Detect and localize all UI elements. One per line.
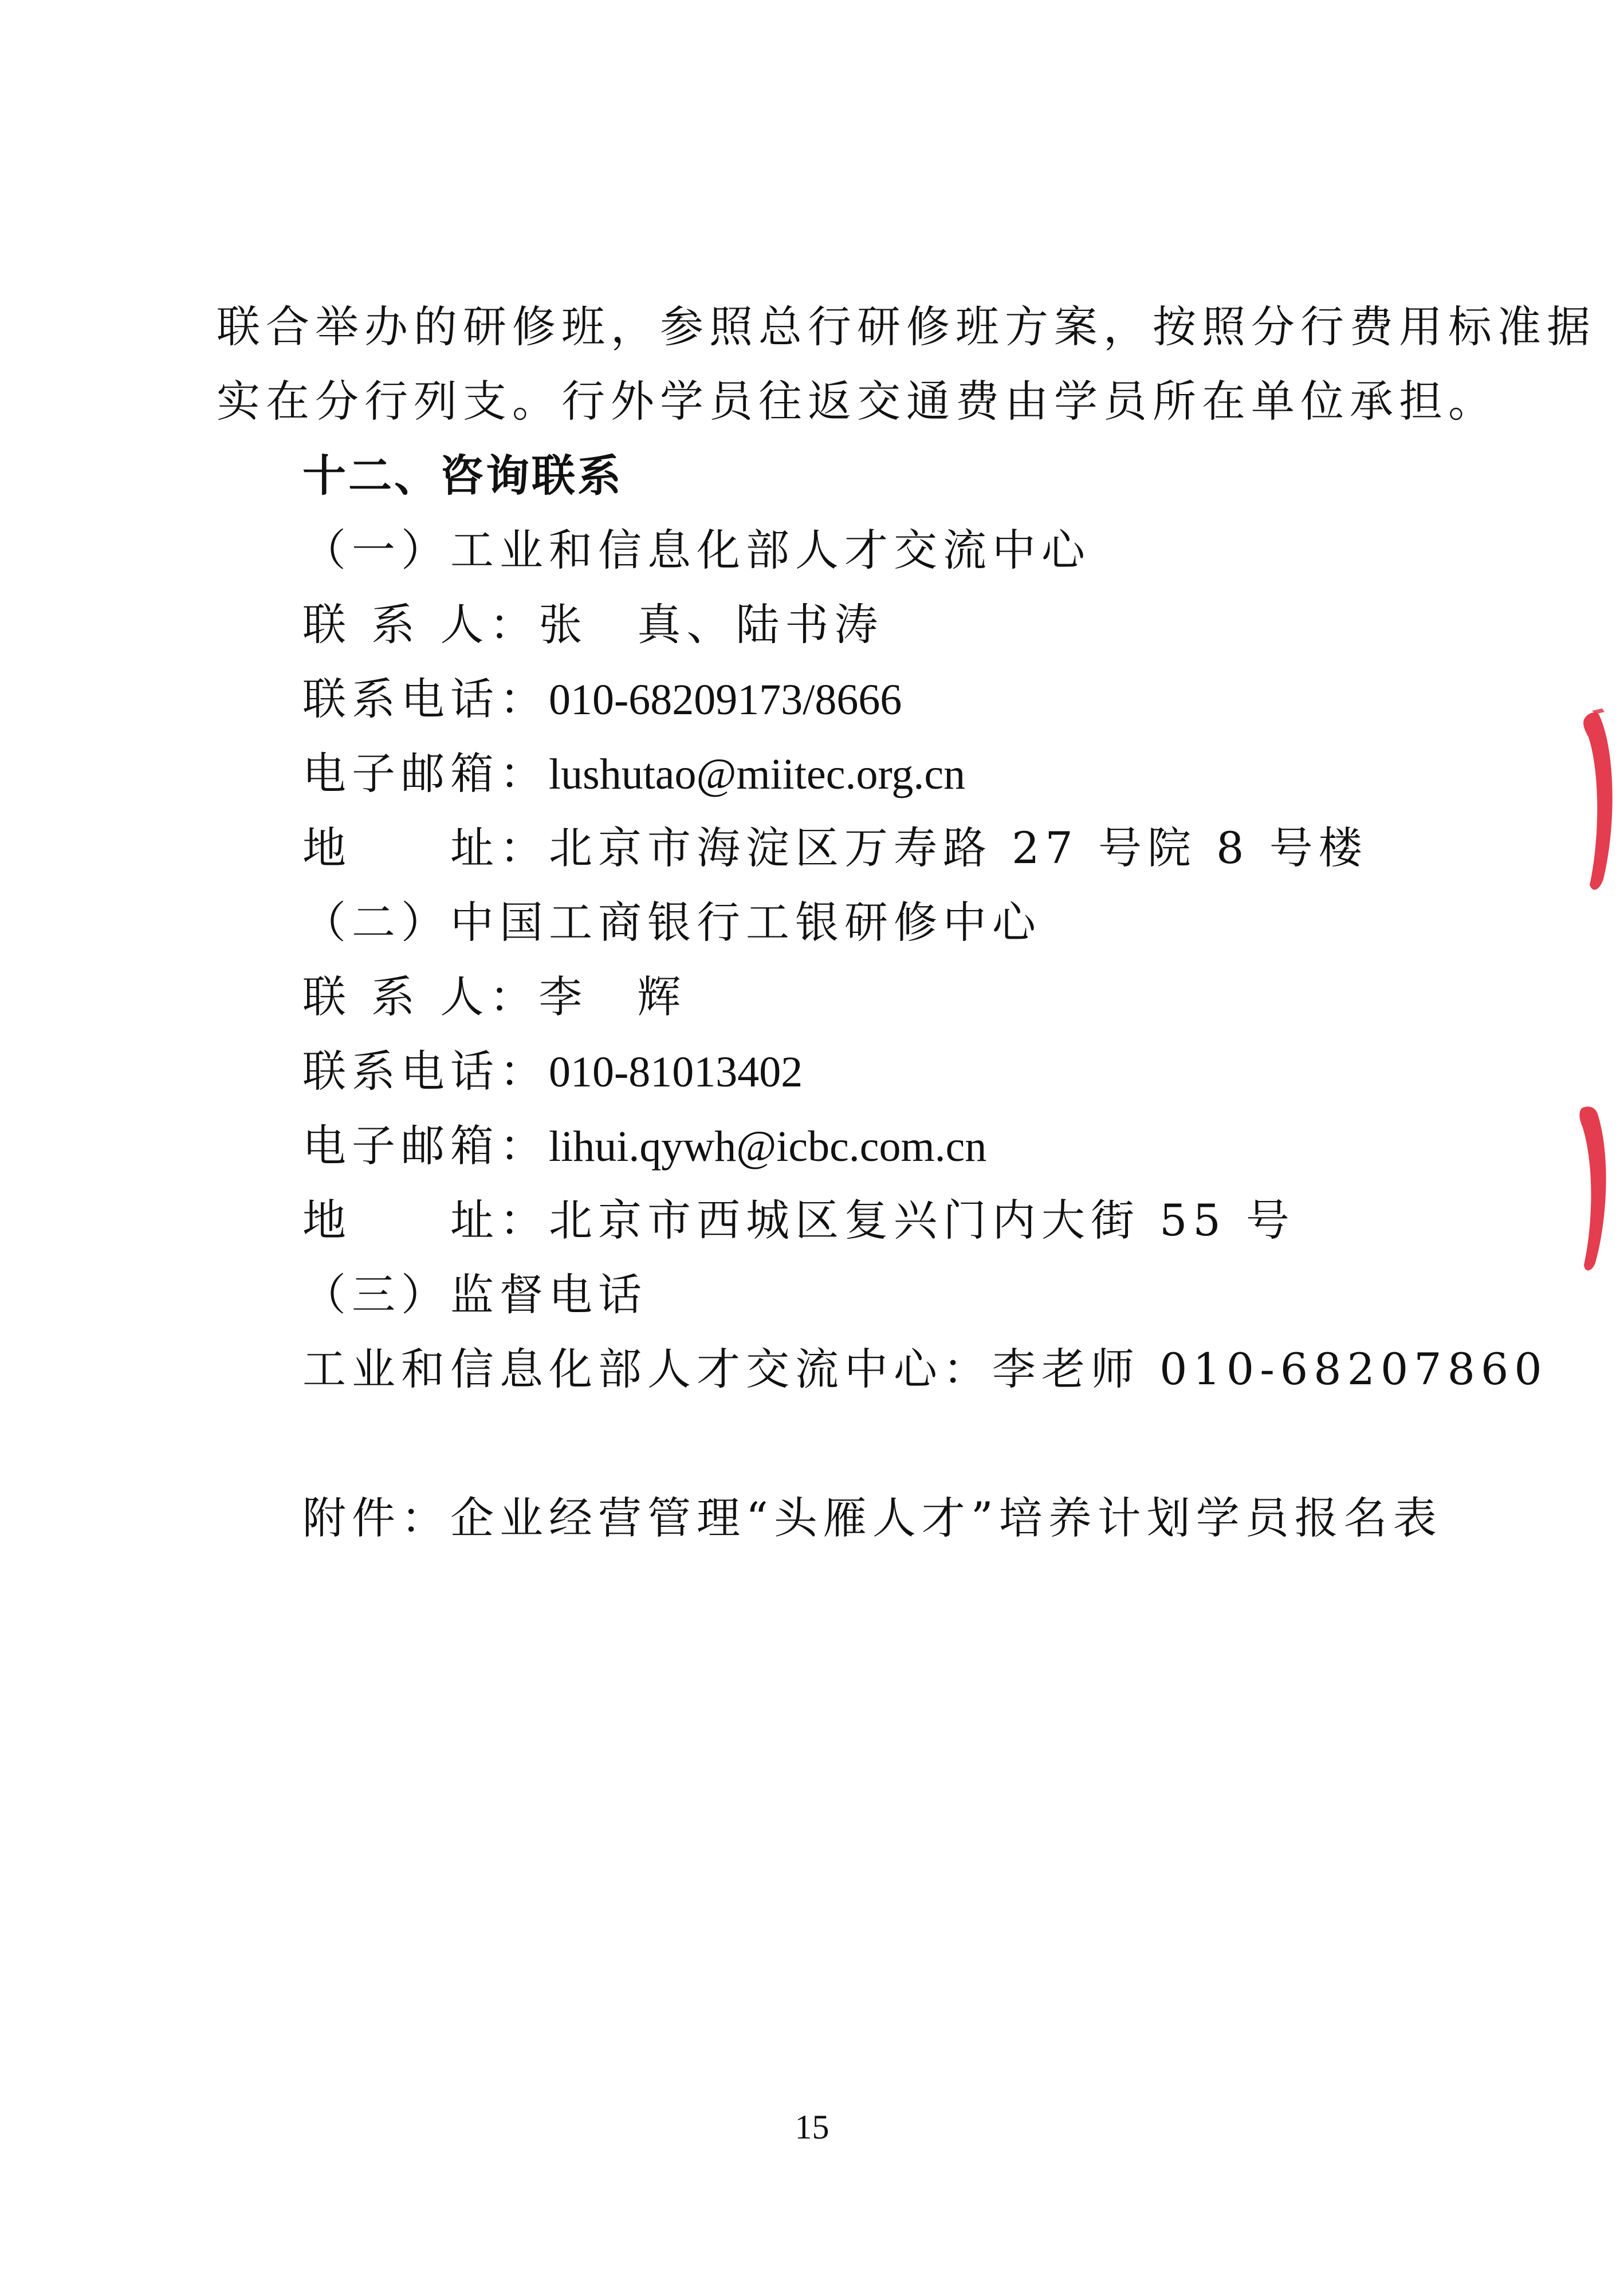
- contact-2-email-label: 电子邮箱：: [302, 1120, 549, 1171]
- intro-line-1: 联合举办的研修班，参照总行研修班方案，按照分行费用标准据: [217, 301, 1596, 352]
- contact-1-email-row: [302, 745, 965, 803]
- contact-1-email-value: lushutao@miitec.org.cn: [549, 750, 966, 798]
- intro-line-2: 实在分行列支。行外学员往返交通费由学员所在单位承担。: [217, 376, 1497, 427]
- attachment-line: 附件：企业经营管理“头雁人才”培养计划学员报名表: [302, 1492, 1442, 1543]
- contact-2-phone-value: 010-81013402: [549, 1048, 803, 1096]
- supervision-line: 工业和信息化部人才交流中心：李老师 010-68207860: [302, 1344, 1548, 1395]
- section-heading: 十二、咨询联系: [302, 450, 623, 501]
- contact-2-heading: （二）中国工商银行工银研修中心: [302, 897, 1041, 948]
- contact-1-phone-value: 010-68209173/8666: [549, 676, 902, 724]
- contact-2-email-row: [302, 1117, 986, 1175]
- seal-fragment-upper: [1555, 707, 1624, 896]
- contact-1-address-value: 北京市海淀区万寿路 27 号院 8 号楼: [549, 822, 1368, 873]
- contact-2-phone-row: [302, 1043, 803, 1101]
- contact-1-address-row: [302, 820, 1368, 877]
- contact-2-address-value: 北京市西城区复兴门内大街 55 号: [549, 1195, 1296, 1246]
- contact-1-person-row: [302, 596, 883, 653]
- contact-1-phone-row: [302, 671, 902, 728]
- contact-1-heading: （一）工业和信息化部人才交流中心: [302, 525, 1091, 576]
- page-number: 15: [795, 2108, 829, 2146]
- contact-2-person-row: [302, 968, 686, 1026]
- supervision-heading: （三）监督电话: [302, 1269, 647, 1320]
- contact-1-person-label: 联 系 人：: [302, 599, 539, 650]
- contact-2-person-value: 李 辉: [538, 971, 687, 1022]
- contact-2-email-value: lihui.qywh@icbc.com.cn: [549, 1123, 987, 1171]
- contact-2-person-label: 联 系 人：: [302, 971, 539, 1022]
- contact-2-address-row: [302, 1192, 1295, 1249]
- contact-2-address-label: 地 址：: [302, 1195, 549, 1246]
- contact-2-phone-label: 联系电话：: [302, 1046, 549, 1097]
- contact-1-person-value: 张 真、陆书涛: [538, 599, 884, 650]
- contact-1-email-label: 电子邮箱：: [302, 748, 549, 799]
- contact-1-phone-label: 联系电话：: [302, 674, 549, 724]
- contact-1-address-label: 地 址：: [302, 822, 549, 873]
- seal-fragment-lower: [1555, 1102, 1624, 1274]
